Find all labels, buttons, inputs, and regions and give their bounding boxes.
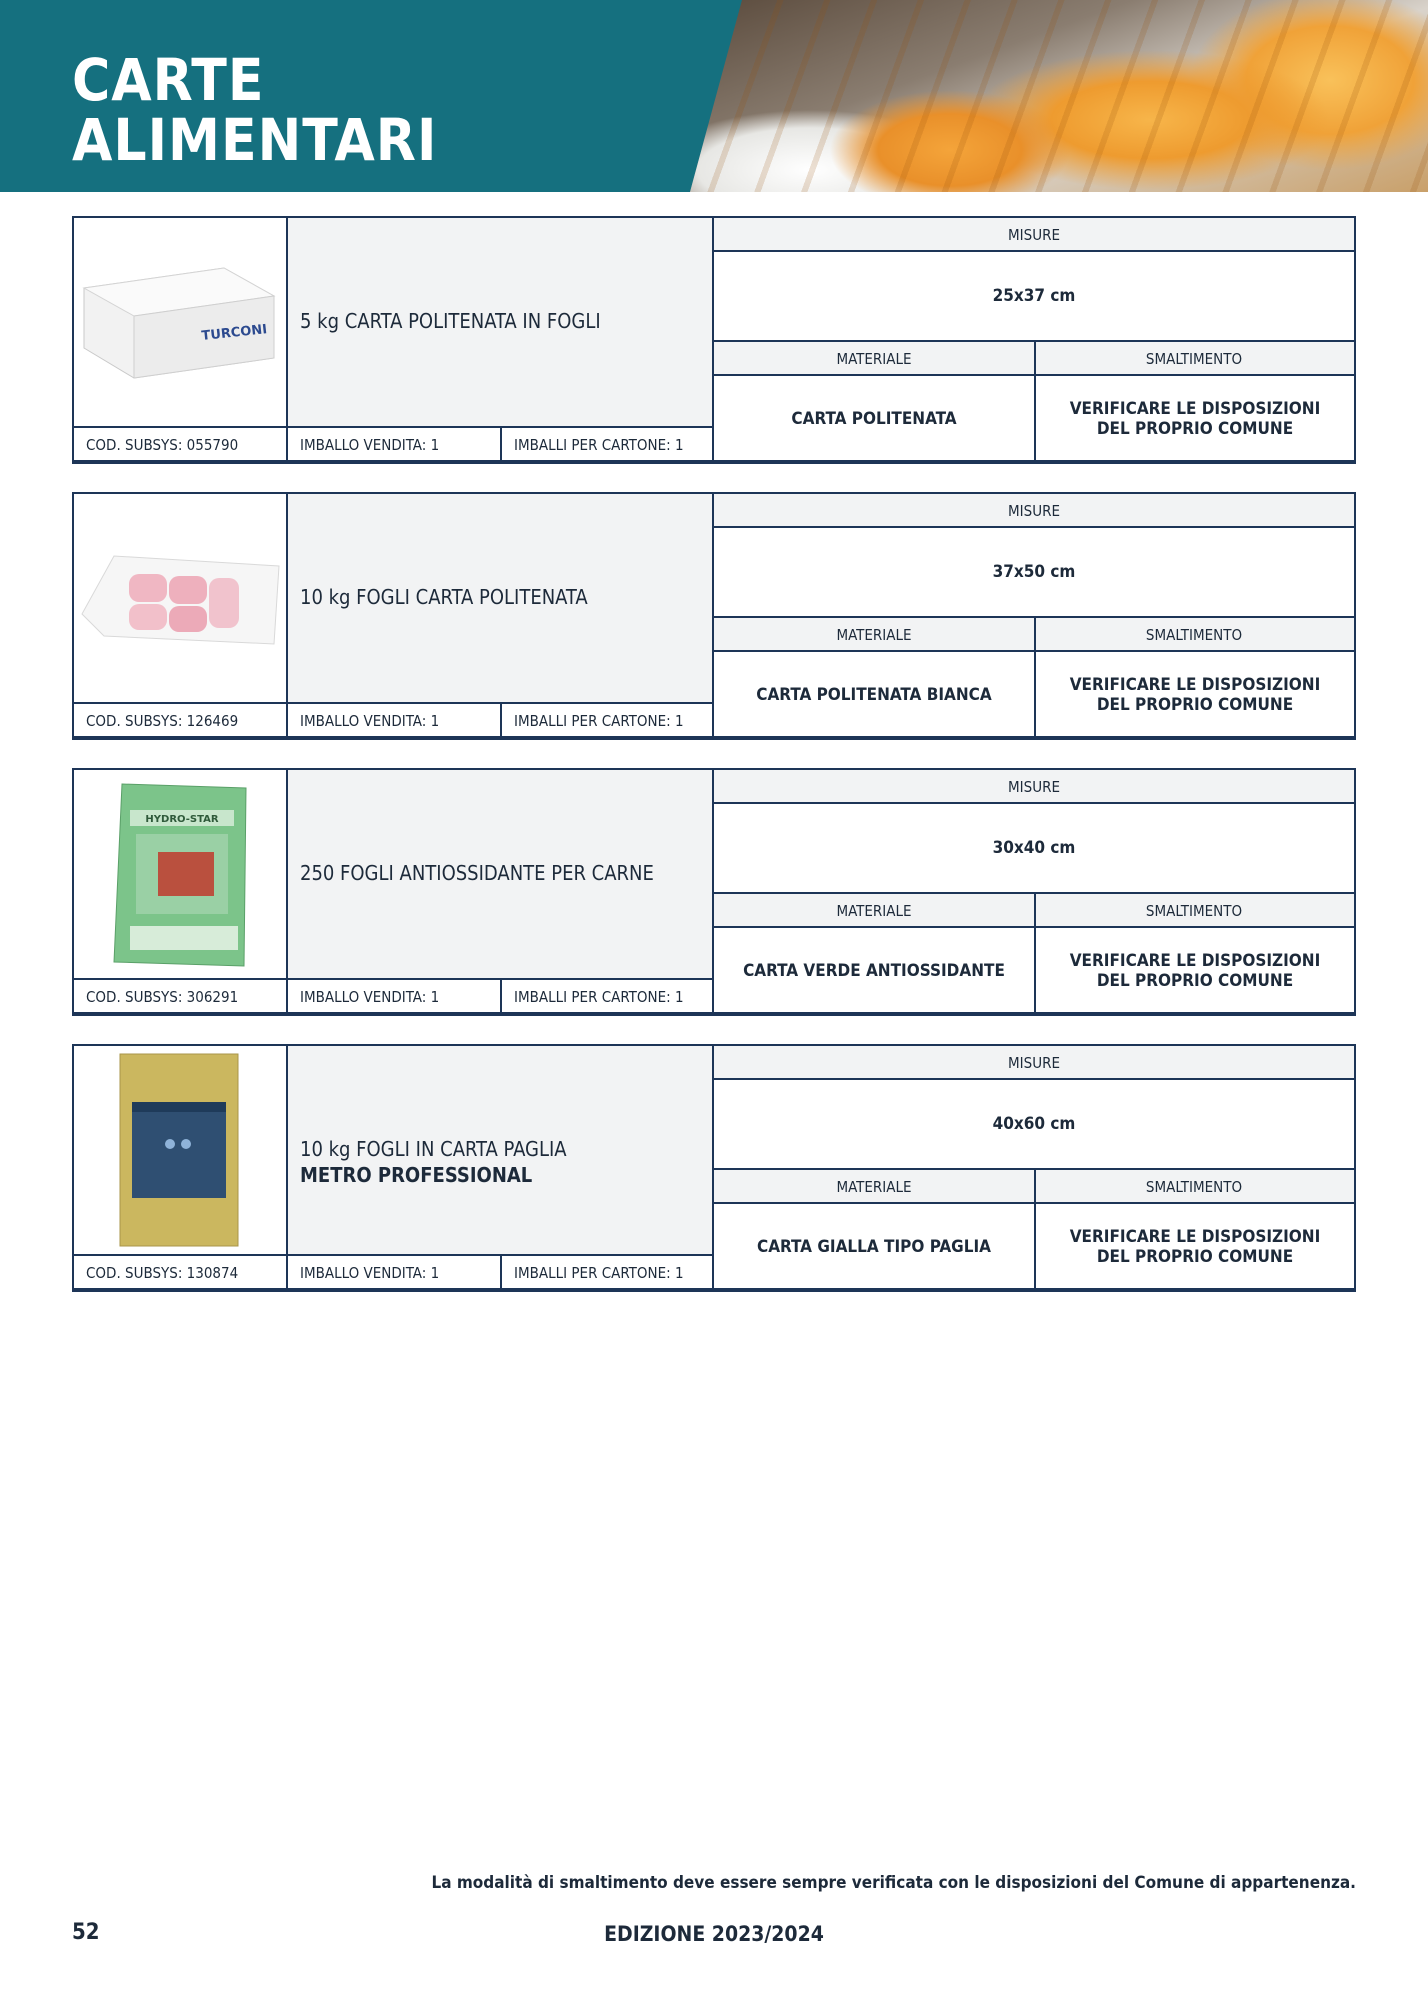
materiale-value: CARTA POLITENATA BIANCA [756,685,992,705]
product-image [74,1046,286,1254]
product-brand: METRO PROFESSIONAL [300,1163,533,1187]
product-name-cell [288,218,714,426]
imballi-per-cartone: IMBALLI PER CARTONE: 1 [502,1256,714,1290]
imballi-per-cartone: IMBALLI PER CARTONE: 1 [502,980,714,1014]
smaltimento-value: VERIFICARE LE DISPOSIZIONI DEL PROPRIO COMUNE [1069,675,1321,715]
misure-header: MISURE [714,1046,1354,1080]
product-image-label: TURCONI [200,322,268,344]
misure-value: 37x50 cm [992,562,1076,582]
product-specs [714,1046,1354,1290]
product-name: 10 kg FOGLI IN CARTA PAGLIA METRO PROFESSIONAL [300,1137,567,1187]
product-name-cell [288,770,714,978]
product-info-row [74,1254,714,1290]
materiale-header: MATERIALE [714,894,1034,928]
page-number: 52 [72,1920,100,1945]
product-name: 250 FOGLI ANTIOSSIDANTE PER CARNE [300,861,654,885]
page-header [0,0,1428,192]
title-line-1: CARTE [72,46,265,114]
smaltimento-value: VERIFICARE LE DISPOSIZIONI DEL PROPRIO COMUNE [1069,951,1321,991]
product-info-row [74,978,714,1014]
product-name: 10 kg FOGLI CARTA POLITENATA [300,585,588,609]
product-image-cell [74,218,288,426]
materiale-header: MATERIALE [714,618,1034,652]
product-specs [714,494,1354,738]
product-code: COD. SUBSYS: 130874 [74,1256,288,1290]
imballo-vendita: IMBALLO VENDITA: 1 [288,1256,502,1290]
smaltimento-header: SMALTIMENTO [1034,618,1354,652]
title-line-2: ALIMENTARI [72,106,438,174]
product-name-cell [288,1046,714,1254]
page-title [72,46,438,174]
smaltimento-header: SMALTIMENTO [1034,894,1354,928]
edition-label: EDIZIONE 2023/2024 [604,1922,824,1946]
fries-photo [690,0,1428,192]
product-specs [714,218,1354,462]
misure-value: 40x60 cm [992,1114,1076,1134]
imballi-per-cartone: IMBALLI PER CARTONE: 1 [502,428,714,462]
imballo-vendita: IMBALLO VENDITA: 1 [288,428,502,462]
smaltimento-value: VERIFICARE LE DISPOSIZIONI DEL PROPRIO COMUNE [1069,1227,1321,1267]
misure-header: MISURE [714,218,1354,252]
smaltimento-header: SMALTIMENTO [1034,342,1354,376]
materiale-header: MATERIALE [714,1170,1034,1204]
misure-value: 25x37 cm [992,286,1076,306]
materiale-header: MATERIALE [714,342,1034,376]
product-image-cell [74,1046,288,1254]
product-image-cell [74,494,288,702]
product-code: COD. SUBSYS: 126469 [74,704,288,738]
materiale-value: CARTA POLITENATA [791,409,957,429]
imballo-vendita: IMBALLO VENDITA: 1 [288,704,502,738]
product-image-cell [74,770,288,978]
misure-value: 30x40 cm [992,838,1076,858]
smaltimento-header: SMALTIMENTO [1034,1170,1354,1204]
product-card [72,1044,1356,1292]
product-card [72,768,1356,1016]
product-image [74,218,286,426]
imballi-per-cartone: IMBALLI PER CARTONE: 1 [502,704,714,738]
misure-header: MISURE [714,494,1354,528]
materiale-value: CARTA GIALLA TIPO PAGLIA [756,1237,991,1257]
product-info-row [74,702,714,738]
product-name: 5 kg CARTA POLITENATA IN FOGLI [300,309,601,333]
product-image [74,494,286,702]
footer-note: La modalità di smaltimento deve essere sempre verificata con le disposizioni del Comune di appartenenza. [431,1873,1356,1893]
product-specs [714,770,1354,1014]
product-card [72,492,1356,740]
product-code: COD. SUBSYS: 055790 [74,428,288,462]
product-name-cell [288,494,714,702]
imballo-vendita: IMBALLO VENDITA: 1 [288,980,502,1014]
materiale-value: CARTA VERDE ANTIOSSIDANTE [743,961,1005,981]
product-image-label: HYDRO-STAR [145,814,219,825]
product-info-row [74,426,714,462]
product-image [74,770,286,978]
product-card [72,216,1356,464]
misure-header: MISURE [714,770,1354,804]
product-code: COD. SUBSYS: 306291 [74,980,288,1014]
smaltimento-value: VERIFICARE LE DISPOSIZIONI DEL PROPRIO COMUNE [1069,399,1321,439]
